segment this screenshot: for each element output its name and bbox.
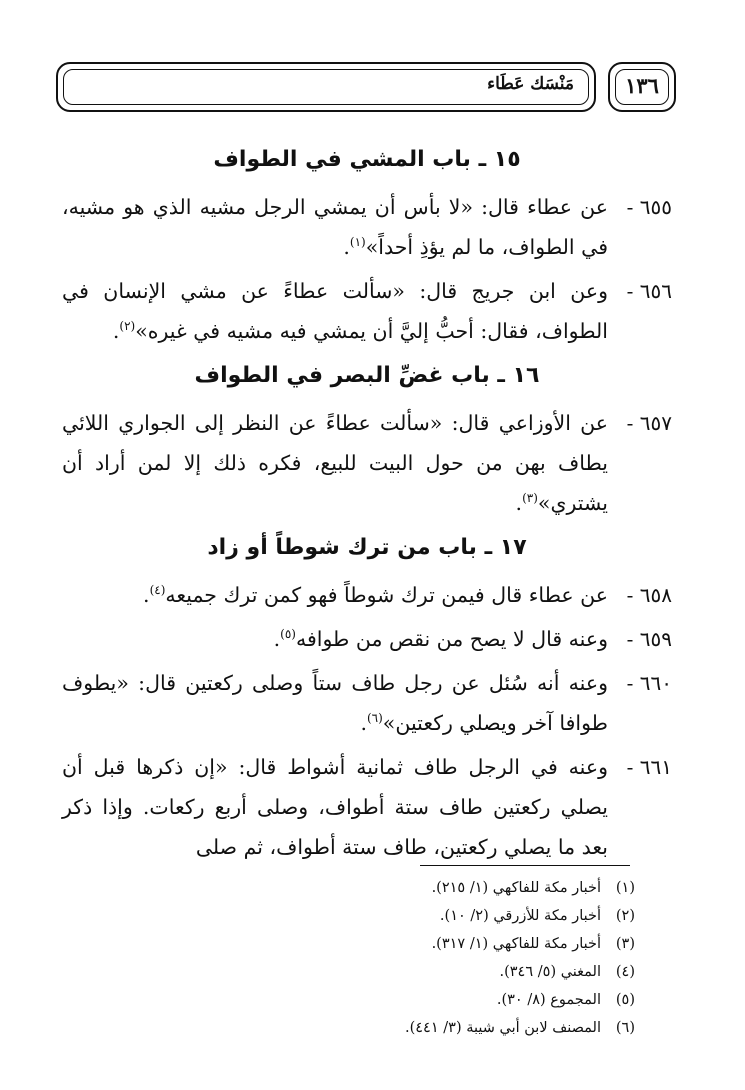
entry-text: وعنه في الرجل طاف ثمانية أشواط قال: «إن ذكرها قبل أن يصلي ركعتين طاف ستة أطواف، وصلى أربع ركعات. وإذا ذكر بعد ما يصلي ركعتين، طاف ستة أطواف، ثم صلى — [62, 755, 608, 859]
entry-text: وعنه أنه سُئل عن رجل طاف ستاً وصلى ركعتين قال: «يطوف طوافا آخر ويصلي ركعتين»$^{(٦)}$. — [62, 671, 608, 735]
page-body — [62, 135, 672, 871]
entry-657 — [62, 403, 672, 523]
entry-660 — [62, 663, 672, 743]
entry-661 — [62, 747, 672, 867]
footnote: (١)أخبار مكة للفاكهي (١/ ٢١٥). — [431, 880, 635, 896]
entry-text: عن عطاء قال: «لا بأس أن يمشي الرجل مشيه الذي هو مشيه، في الطواف، ما لم يؤذِ أحداً»$^{(١)}$. — [62, 195, 608, 259]
entry-text: عن الأوزاعي قال: «سألت عطاءً عن النظر إلى الجواري اللائي يطاف بهن من حول البيت للبيع، فكره ذلك إلا لمن أراد أن يشتري»$^{(٣)}$. — [62, 411, 608, 515]
entry-text: وعن ابن جريج قال: «سألت عطاءً عن مشي الإنسان في الطواف، فقال: أحبُّ إليَّ أن يمشي فيه مشيه في غيره»$^{(٢)}$. — [62, 279, 608, 343]
entry-number: ٦٥٧ - — [626, 411, 672, 435]
footnote-divider — [420, 865, 630, 866]
footnote: (٢)أخبار مكة للأزرقي (٢/ ١٠). — [439, 908, 635, 924]
entry-number: ٦٥٨ - — [626, 583, 672, 607]
footnote: (٣)أخبار مكة للفاكهي (١/ ٣١٧). — [431, 936, 635, 952]
page-number: ١٣٦ — [625, 73, 659, 98]
book-title: مَنْسَك عَطَاء — [487, 74, 574, 94]
entry-number: ٦٦١ - — [626, 755, 672, 779]
entry-text: عن عطاء قال فيمن ترك شوطاً فهو كمن ترك جميعه$^{(٤)}$. — [143, 583, 608, 607]
page-number-frame — [608, 62, 676, 112]
footnote-ref: (٢) — [119, 319, 136, 334]
chapter-heading: ١٥ ـ باب المشي في الطواف — [213, 147, 521, 172]
entry-number: ٦٥٩ - — [626, 627, 672, 651]
chapter-heading: ١٧ ـ باب من ترك شوطاً أو زاد — [207, 535, 527, 560]
footnote: (٤)المغني (٥/ ٣٤٦). — [499, 964, 635, 980]
entry-number: ٦٥٥ - — [626, 195, 672, 219]
entry-number: ٦٦٠ - — [626, 671, 672, 695]
title-frame — [56, 62, 596, 112]
footnote: (٥)المجموع (٨/ ٣٠). — [496, 992, 635, 1008]
footnote: (٦)المصنف لابن أبي شيبة (٣/ ٤٤١). — [404, 1020, 635, 1036]
page-header — [56, 62, 676, 114]
entry-659 — [62, 619, 672, 659]
footnote-ref: (٣) — [522, 491, 538, 506]
entry-655 — [62, 187, 672, 267]
footnotes — [405, 874, 635, 1042]
chapter-heading: ١٦ ـ باب غضِّ البصر في الطواف — [194, 363, 540, 388]
entry-656 — [62, 271, 672, 351]
footnote-ref: (٤) — [149, 583, 166, 598]
footnote-ref: (٥) — [280, 627, 296, 642]
entry-658 — [62, 575, 672, 615]
entry-text: وعنه قال لا يصح من نقص من طوافه$^{(٥)}$. — [273, 627, 608, 651]
footnote-ref: (١) — [349, 235, 366, 250]
footnote-ref: (٦) — [366, 711, 383, 726]
entry-number: ٦٥٦ - — [626, 279, 672, 303]
